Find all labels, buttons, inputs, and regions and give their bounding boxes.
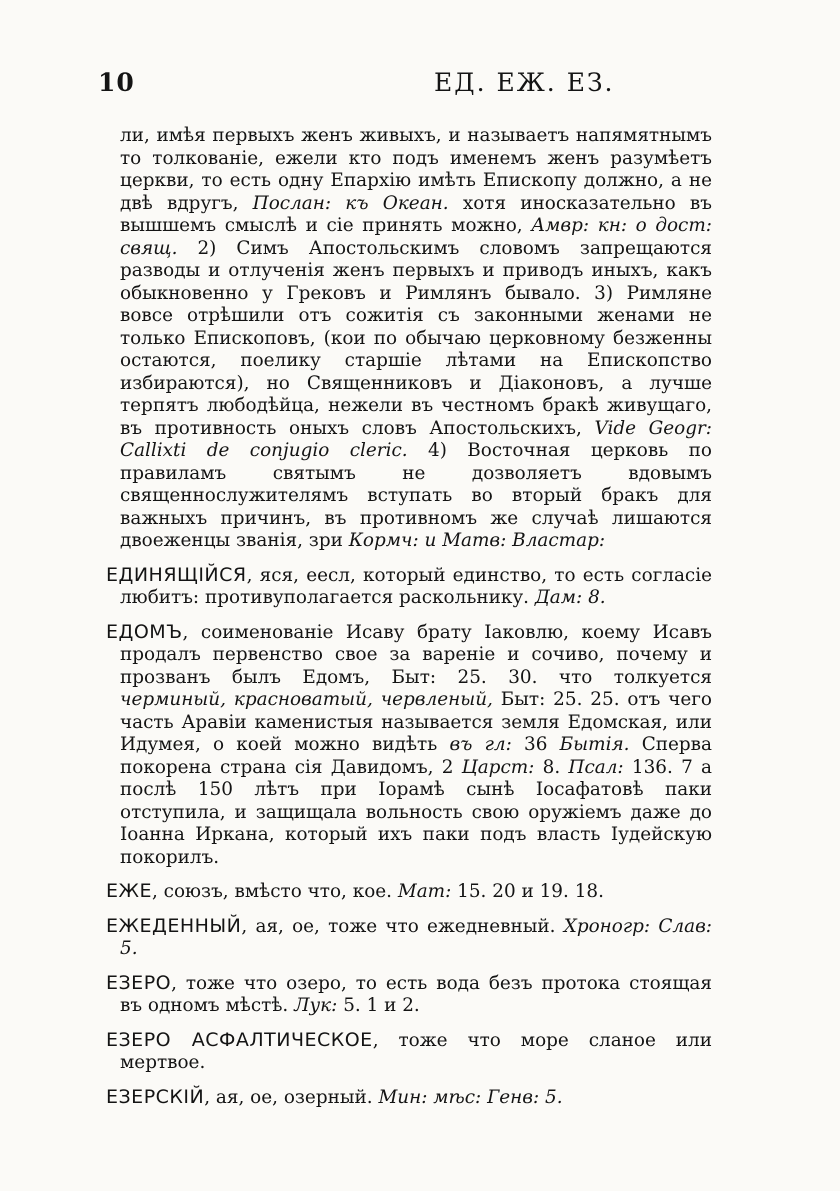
text-run: 36 [511, 734, 560, 755]
text-run: Сперва покорена страна сія Давидомъ, 2 [120, 734, 712, 778]
entry-headword: ЕЖЕ [106, 880, 152, 902]
citation: въ гл: [449, 734, 512, 755]
text-run: 136. 7 а послѣ 150 лѣтъ при Іорамѣ сынѣ Іосафатовѣ паки отступила, и защищала вольность свою оружіемъ даже до Іоанна Иркана, который ихъ паки подъ власть Іудейскую покорилъ. [120, 756, 712, 868]
text-run: 8. [534, 756, 569, 778]
entry-headword: ЕДИНЯЩІЙСЯ [106, 563, 247, 586]
citation: Мин: мѣс: Генв: 5. [378, 1086, 563, 1108]
text-run: 2) Симъ Апостольскимъ словомъ запрещаются разводы и отлученія женъ первыхъ и приводъ иныхъ, какъ обыкновенно у Грековъ и Римлянъ бывало. 3) Римляне вовсе отрѣшили отъ сожитія съ законными женами не только Епископовъ, (кои по обычаю церковному безженны остаются, поелику старшіе лѣтами на Епископство избираются), но Священниковъ и Діаконовъ, а лучше терпятъ любодѣйца, нежели въ честномъ бракѣ живущаго, въ противность оныхъ словъ Апостольскихъ, [120, 237, 712, 439]
entry-headword: ЕЗЕРО АСФАЛТИЧЕСКОЕ [106, 1028, 373, 1051]
citation: черминый, красноватый, червленый, [120, 689, 493, 710]
dictionary-entry-ezhe [106, 880, 712, 904]
text-run: , тоже что море сланое или мертвое. [120, 1029, 712, 1073]
citation: Хроногр: Слав: 5. [120, 915, 712, 959]
text-run: , ая, ое, тоже что ежедневный. [241, 915, 564, 937]
dictionary-entry-ezero [106, 972, 712, 1018]
text-run: 4) Восточная церковь по правиламъ святымъ не дозволяетъ вдовымъ священнослужителямъ вступать во вторый бракъ для важныхъ причинъ, въ противномъ же случаѣ лишаются двоеженцы званія, зри [120, 440, 712, 551]
citation: Амвр: кн: о дост: свящ. [120, 215, 712, 259]
citation: Мат: [397, 881, 452, 902]
dictionary-entry-ezero-asfalticheskoe [106, 1029, 712, 1075]
text-run: , ая, ое, озерный. [204, 1086, 379, 1108]
citation: Дам: 8. [534, 587, 606, 608]
text-run: хотя иносказательно въ вышшемъ смыслѣ и сіе принять можно, [120, 192, 712, 236]
text-run: ли, имѣя первыхъ женъ живыхъ, и называетъ напямятнымъ то толкованіе, ежели кто подъ именемъ женъ разумѣетъ церкви, то есть одну Епархію имѣть Епископу должно, а не двѣ вдругъ, [120, 125, 712, 214]
dictionary-entry-edinyashchiysya [106, 564, 712, 610]
page-body [106, 125, 712, 1109]
dictionary-entry-ezhedennyy [106, 915, 712, 961]
citation: Бытія. [559, 734, 630, 755]
citation: Кормч: и Матв: Властар: [348, 530, 606, 551]
dictionary-entry-edom [106, 621, 712, 870]
entry-headword: ЕЗЕРО [106, 971, 172, 994]
text-run: , соименованіе Исаву брату Іаковлю, коему Исавъ продалъ первенство свое за вареніе и сочиво, почему и прозванъ былъ Едомъ, Быт: 25. 30. что толкуется [120, 621, 712, 688]
continued-entry-text [106, 125, 712, 553]
citation: Псал: [568, 756, 624, 778]
citation: Vide Geogr: Callixti de conjugio cleric. [120, 417, 713, 461]
entry-headword: ЕДОМЪ [106, 620, 183, 643]
entry-headword: ЕЗЕРСКІЙ [106, 1085, 205, 1108]
page-header [98, 68, 840, 108]
dictionary-entry-ezerskiy [106, 1086, 712, 1110]
citation: Царст: [461, 756, 535, 778]
citation: Послан: къ Океан. [252, 192, 449, 214]
text-run: , союзъ, вмѣсто что, кое. [151, 881, 398, 902]
text-run: 15. 20 и 19. 18. [451, 881, 604, 902]
citation: Лук: [294, 995, 338, 1016]
text-run: 5. 1 и 2. [337, 995, 420, 1016]
page-number: 10 [98, 68, 135, 97]
entry-headword: ЕЖЕДЕННЫЙ [106, 914, 242, 937]
text-run: Быт: 25. 25. отъ чего часть Аравіи каменистыя называется земля Едомская, или Идумея, о коей можно видѣть [120, 689, 712, 755]
running-head: ЕД. ЕЖ. ЕЗ. [434, 68, 615, 97]
text-run: , тоже что озеро, то есть вода безъ протока стоящая въ одномъ мѣстѣ. [120, 972, 712, 1016]
text-run: , яся, еесл, который единство, то есть согласіе любитъ: противуполагается раскольнику. [120, 564, 712, 608]
